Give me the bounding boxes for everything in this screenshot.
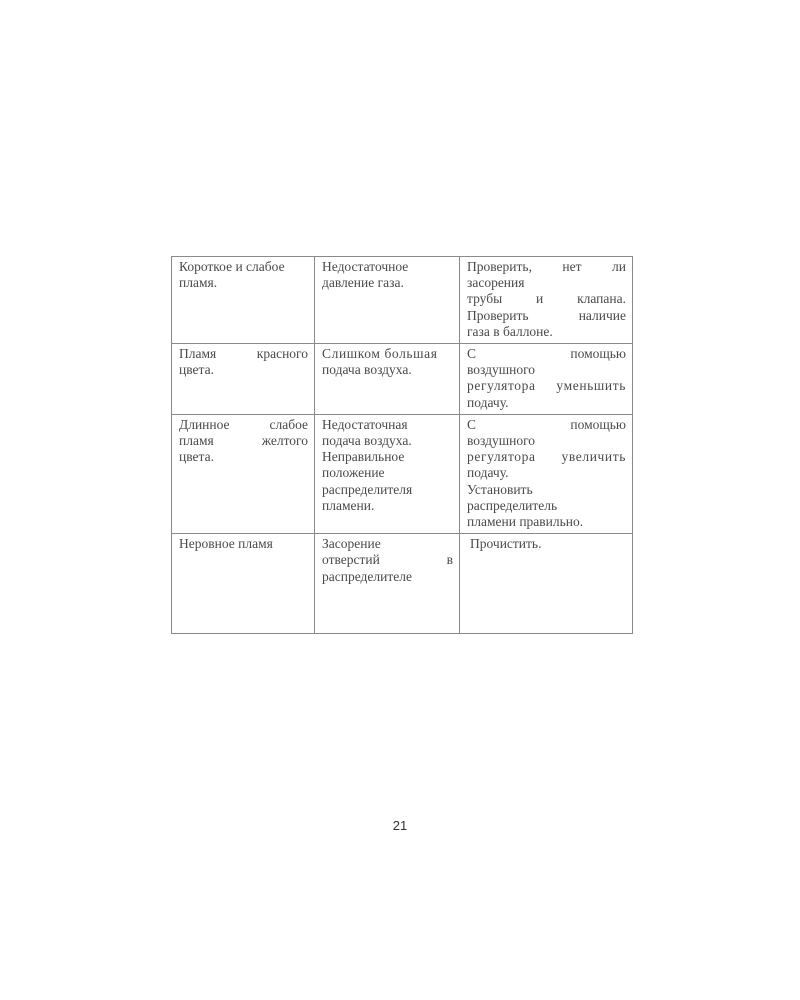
cell-text: регулятора уменьшить [467,378,626,394]
cell-text: цвета. [179,449,214,465]
cell-text: засорения [467,275,525,291]
cell-text: С помощью [467,346,626,362]
table-row [172,344,633,415]
remedy-cell [460,414,633,533]
cell-text: подача воздуха. [322,362,412,378]
cell-text: воздушного [467,362,536,378]
cell-text: Недостаточное [322,259,409,274]
cell-text: распределитель [467,497,558,513]
cell-text: распределителя [322,481,413,497]
cell-text: цвета. [179,362,214,378]
cell-text: отверстий в [322,552,453,568]
cell-text: трубы и клапана. [467,291,626,307]
table-row [172,534,633,634]
troubleshooting-table [171,256,633,634]
cause-cell [315,257,460,344]
table-row [172,257,633,344]
remedy-cell [460,257,633,344]
cell-text: воздушного [467,433,536,449]
cell-text: подача воздуха. [322,433,412,449]
cell-text: Пламя красного [179,346,308,362]
cell-text: Проверить, нет ли [467,259,626,274]
remedy-cell [460,534,633,634]
cell-text: Длинное слабое [179,416,308,432]
symptom-cell [172,414,315,533]
cell-text: пламя. [179,275,218,291]
cell-text: Проверить наличие [467,307,626,323]
cell-text: подачу. [467,465,509,481]
cell-text: регулятора увеличить [467,449,626,465]
cell-text: распределителе [322,568,412,584]
cause-cell [315,534,460,634]
cell-text: газа в баллоне. [467,323,553,339]
cell-text: Прочистить. [470,536,542,552]
remedy-cell [460,344,633,415]
page-number: 21 [392,818,408,833]
cause-cell [315,414,460,533]
table-row [172,414,633,533]
cell-text: С помощью [467,416,626,432]
cell-text: подачу. [467,394,509,410]
cell-text: Короткое и слабое [179,259,285,274]
cell-text: Засорение [322,536,381,552]
cell-text: Неровное пламя [179,536,273,552]
cell-text: Слишком большая [322,346,438,362]
cell-text: Установить [467,481,533,497]
symptom-cell [172,257,315,344]
cell-text: пламени. [322,497,375,513]
cell-text: пламя желтого [179,433,308,449]
cell-text: пламени правильно. [467,514,584,530]
cell-text: положение [322,465,385,481]
cell-text: Недостаточная [322,416,408,432]
cause-cell [315,344,460,415]
symptom-cell [172,344,315,415]
cell-text: Неправильное [322,449,405,465]
symptom-cell [172,534,315,634]
cell-text: давление газа. [322,275,404,291]
